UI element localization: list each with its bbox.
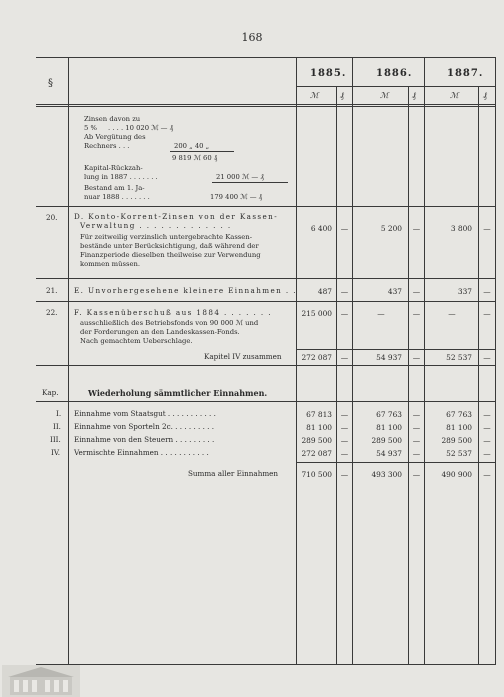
value-1886: 493 300 [371,470,402,479]
page-number: 168 [241,31,263,44]
value-1887: 81 100 [446,423,472,432]
row-note: Finanzperiode dieselben theilweise zur Verwendung [80,251,261,259]
kap-number: I. [56,409,62,418]
pf-1885: — [340,410,349,419]
value-1886: 54 937 [376,353,402,362]
interest-line: 5 % [84,124,97,132]
row-note: Für zeitweilig verzinslich untergebrachte Kassen- [80,233,252,241]
sum-rule [296,462,495,463]
pf-1887: — [483,423,491,432]
sum-rule [296,349,495,350]
year-1886: 1886. [376,68,413,79]
recap-label: Einnahme von den Steuern . . . . . . . . . [74,435,215,444]
pf-1887: — [483,470,491,479]
value-1885: 487 [317,287,332,296]
value-1886: 54 937 [376,449,402,458]
row-rule [36,301,496,302]
pf-1887: — [483,309,491,318]
kapitel-total-label: Kapitel IV zusammen [204,352,282,361]
interest-line: nuar 1888 . . . . . . . [84,193,150,201]
bottom-rule [36,664,496,665]
unit-mark: ℳ [380,91,389,100]
recap-label: Einnahme von Sporteln 2c. . . . . . . . . . [74,422,215,431]
pf-1885: — [340,309,349,318]
value-1885: 81 100 [306,423,332,432]
subtotal-rule [212,182,288,183]
unit-mark: ℳ [310,91,319,100]
value-1887: 67 763 [446,410,472,419]
pf-1885: — [340,353,349,362]
sum-label: Summa aller Einnahmen [188,469,279,478]
value-1885: 215 000 [301,309,332,318]
row-number: 20. [46,213,58,222]
kap-label: Kap. [42,388,59,397]
kap-number: IV. [51,448,61,457]
pf-1886: — [412,436,421,445]
value-1885: 710 500 [301,470,332,479]
value-1886: 67 763 [376,410,402,419]
kap-number: II. [53,422,61,431]
pf-mark: ₰ [340,91,344,100]
pf-1885: — [340,436,349,445]
header-rule [36,104,496,105]
row-number: 21. [46,286,58,295]
col-divider [336,86,337,664]
row-number: 22. [46,308,58,317]
library-building-logo [2,665,80,697]
year-1887: 1887. [447,68,484,79]
value-1886: 5 200 [380,224,402,233]
pf-1886: — [412,309,421,318]
row-note: ausschließlich des Betriebsfonds von 90 000 ℳ und [80,319,259,327]
pf-mark: ₰ [412,91,416,100]
interest-line: 200 „ 40 „ [174,142,210,150]
section-rule [36,365,496,366]
value-1885: 272 087 [301,353,332,362]
value-1885: 272 087 [301,449,332,458]
row-rule [36,278,496,279]
col-divider [408,86,409,664]
interest-line: Zinsen davon zu [84,115,141,123]
pf-mark: ₰ [483,91,487,100]
interest-line: 21 000 ℳ — ₰ [216,173,264,181]
value-1887: 3 800 [450,224,472,233]
value-1887: 289 500 [441,436,472,445]
section-mark: § [48,78,53,89]
interest-line: Bestand am 1. Ja- [84,184,145,192]
row-rule [36,206,496,207]
unit-mark: ℳ [450,91,459,100]
pf-1887: — [483,353,491,362]
interest-line: . . . . 10 020 ℳ — ₰ [108,124,174,132]
col-divider [68,57,69,664]
interest-line: 179 400 ℳ — ₰ [210,193,263,201]
year-rule [296,86,495,87]
recap-title: Wiederholung sämmtlicher Einnahmen. [88,388,268,398]
pf-1886: — [412,423,421,432]
col-divider [296,57,297,664]
pf-1886: — [412,353,421,362]
row-note: der Forderungen an den Landeskassen-Fonds. [80,328,240,336]
pf-1886: — [412,449,421,458]
pf-1885: — [340,449,349,458]
col-divider [495,57,496,664]
value-1886: 81 100 [376,423,402,432]
value-1886: — [377,309,385,318]
header-rule-2 [36,106,496,107]
pf-1886: — [412,224,421,233]
pf-1886: — [412,410,421,419]
subtotal-rule [170,151,234,152]
col-divider [478,86,479,664]
pf-1885: — [340,423,349,432]
pf-1886: — [412,287,421,296]
kap-number: III. [50,435,61,444]
interest-line: Rechners . . . [84,142,130,150]
row-note: kommen müssen. [80,260,141,268]
year-1885: 1885. [310,68,347,79]
pf-1887: — [483,449,491,458]
interest-line: Kapital-Rückzah- [84,164,143,172]
pf-1887: — [483,436,491,445]
pf-1885: — [340,470,349,479]
recap-label: Vermischte Einnahmen . . . . . . . . . . . [74,448,209,457]
pf-1886: — [412,470,421,479]
value-1887: 490 900 [441,470,472,479]
value-1886: 289 500 [371,436,402,445]
interest-line: Ab Vergütung des [84,133,146,141]
value-1885: 289 500 [301,436,332,445]
value-1885: 67 813 [306,410,332,419]
interest-line: lung in 1887 . . . . . . . [84,173,158,181]
value-1887: — [448,309,456,318]
col-divider [352,57,353,664]
value-1887: 337 [457,287,472,296]
col-divider [424,57,425,664]
pf-1887: — [483,410,491,419]
row-note: bestände unter Berücksichtigung, daß während der [80,242,259,250]
row-text: D. Konto-Korrent-Zinsen von der Kassen- [74,212,279,221]
value-1886: 437 [387,287,402,296]
value-1885: 6 400 [310,224,332,233]
row-text: F. Kassenüberschuß aus 1884 . . . . . . . [74,308,272,317]
pf-1885: — [340,287,349,296]
row-text: Verwaltung . . . . . . . . . . . . . [80,221,232,230]
top-rule [36,57,496,58]
value-1887: 52 537 [446,353,472,362]
row-note: Nach gemachtem Ueberschlage. [80,337,193,345]
pf-1887: — [483,287,491,296]
pf-1887: — [483,224,491,233]
pf-1885: — [340,224,349,233]
value-1887: 52 537 [446,449,472,458]
row-text: E. Unvorhergesehene kleinere Einnahmen . . [74,286,297,295]
row-rule [36,401,496,402]
recap-label: Einnahme vom Staatsgut . . . . . . . . . . . [74,409,216,418]
interest-line: 9 819 ℳ 60 ₰ [172,154,218,162]
